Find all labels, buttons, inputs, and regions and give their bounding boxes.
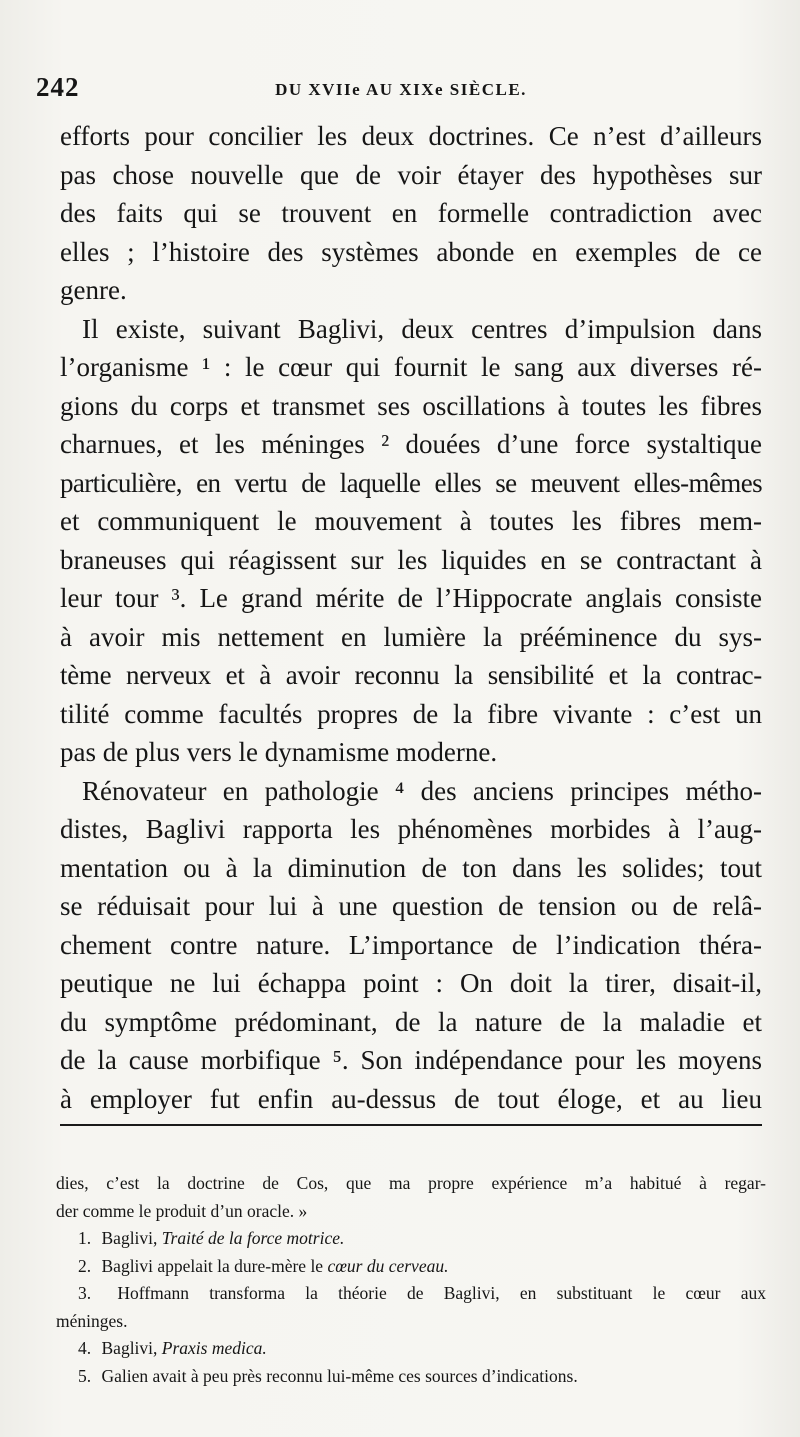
body-line: distes, Baglivi rapporta les phénomènes morbides à l’aug-	[60, 814, 762, 844]
body-line: du symptôme prédominant, de la nature de la maladie et	[60, 1006, 762, 1037]
body-line: des faits qui se trouvent en formelle contradiction avec	[60, 198, 762, 228]
body-line: à employer fut enfin au-dessus de tout éloge, et au lieu	[60, 1083, 762, 1114]
running-head	[36, 72, 766, 112]
body-line: Rénovateur en pathologie ⁴ des anciens principes métho-	[82, 775, 762, 806]
footnotes	[56, 1170, 767, 1390]
body-line: gions du corps et transmet ses oscillations à toutes les fibres	[60, 390, 762, 421]
page-number: 242	[36, 72, 80, 102]
body-line: braneuses qui réagissent sur les liquides en se contractant à	[60, 544, 762, 575]
body-line: peutique ne lui échappa point : On doit la tirer, disait-il,	[60, 968, 762, 998]
footnote-text: Baglivi appelait la dure-mère le	[101, 1255, 324, 1276]
footnote-separator-rule	[60, 1124, 762, 1126]
body-line: efforts pour concilier les deux doctrines. Ce n’est d’ailleurs	[60, 121, 762, 151]
footnote-3-continuation: méninges.	[56, 1310, 128, 1331]
body-line: mentation ou à la diminution de ton dans les solides; tout	[60, 852, 762, 883]
footnote-title-italic: Traité de la force motrice.	[161, 1228, 345, 1248]
footnote-text: Baglivi,	[101, 1338, 158, 1358]
footnote-title-italic: Praxis medica.	[161, 1338, 267, 1358]
body-text	[60, 117, 762, 1118]
body-line: pas de plus vers le dynamisme moderne.	[60, 737, 498, 767]
footnote-number: 2.	[78, 1255, 92, 1276]
footnote-text: Hoffmann transforma la théorie de Baglivi, en substituant le cœur aux	[117, 1283, 767, 1303]
footnote-number: 3.	[78, 1283, 92, 1303]
body-line: et communiquent le mouvement à toutes les fibres mem-	[60, 506, 762, 536]
body-line: genre.	[60, 275, 127, 305]
footnote-text: Baglivi,	[101, 1228, 158, 1248]
body-line: chement contre nature. L’importance de l’indication théra-	[60, 929, 762, 960]
body-line: à avoir mis nettement en lumière la prééminence du sys-	[60, 621, 762, 652]
body-line: elles ; l’histoire des systèmes abonde en exemples de ce	[60, 236, 762, 267]
footnote-4	[78, 1335, 766, 1363]
running-title: DU XVIIe AU XIXe SIÈCLE.	[275, 80, 527, 99]
footnote-continuation-line: dies, c’est la doctrine de Cos, que ma propre expérience m’a habitué à regar-	[56, 1173, 766, 1193]
footnote-italic-phrase: cœur du cerveau.	[327, 1255, 449, 1276]
body-line: tilité comme facultés propres de la fibre vivante : c’est un	[60, 698, 762, 729]
body-line: tème nerveux et à avoir reconnu la sensibilité et la contrac-	[60, 660, 762, 690]
footnote-continuation-line: der comme le produit d’un oracle. »	[56, 1200, 308, 1221]
footnote-2	[78, 1253, 766, 1281]
footnote-3	[78, 1280, 766, 1308]
footnote-1	[78, 1225, 766, 1253]
body-line: se réduisait pour lui à une question de tension ou de relâ-	[60, 891, 762, 921]
body-line: charnues, et les méninges ² douées d’une force systaltique	[60, 429, 762, 459]
footnote-number: 5.	[78, 1365, 92, 1386]
footnote-text: Galien avait à peu près reconnu lui-même ces sources d’indications.	[101, 1365, 578, 1386]
footnote-number: 4.	[78, 1338, 92, 1358]
body-line: l’organisme ¹ : le cœur qui fournit le sang aux diverses ré-	[60, 352, 762, 382]
body-line: leur tour ³. Le grand mérite de l’Hippocrate anglais consiste	[60, 583, 762, 613]
body-line: Il existe, suivant Baglivi, deux centres d’impulsion dans	[82, 313, 762, 344]
body-line: de la cause morbifique ⁵. Son indépendance pour les moyens	[60, 1045, 762, 1075]
body-line: pas chose nouvelle que de voir étayer des hypothèses sur	[60, 159, 762, 190]
body-line: particulière, en vertu de laquelle elles se meuvent elles-mêmes	[60, 467, 762, 498]
footnote-5	[78, 1363, 766, 1391]
footnote-number: 1.	[78, 1228, 92, 1248]
